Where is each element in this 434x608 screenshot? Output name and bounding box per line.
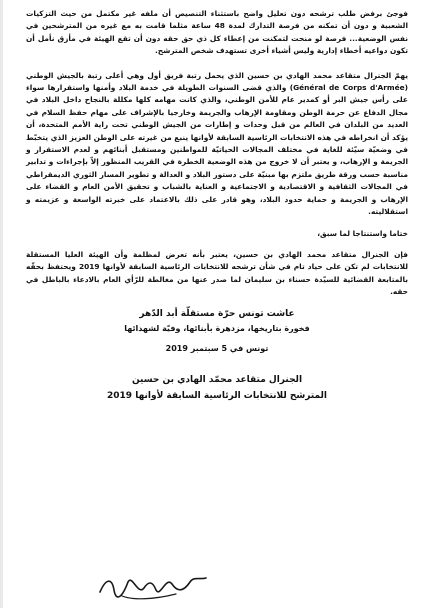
signer-name: الجنرال متقاعد محمّد الهادي بن حسين [131,374,303,385]
letter-date: تونس في 5 سبتمبر 2019 [165,343,269,353]
paragraph-candidate-profile: يهمّ الجنرال متقاعد محمد الهادي بن حسين الذي يحمل رتبة فريق أول وهي أعلى رتبة بالجيش الوطني (Général de Corps d'Armée) والذي قضى السنوات الطويلة في خدمة البلاد وأمنها واستقرارها سواء على رأس جيش البر أو كمدير عام للأمن الوطني، والذي كانت مهامه كلها مكللة بالنجاح داخل البلاد في مجال الدفاع عن حرمة الوطن ومقاومة الإرهاب والجريمة وخارجيا بالإشراف على مهام حفظ السلام في العديد من البلدان في العالم من قبل وحدات و إطارات من الجيش الوطني تحت راية الأمم المتحدة، أن يؤكد أن انخراطه في هذه الانتخابات الرئاسية السابقة لأوانها ينبع من غيرته على الوطن العزيز الذي يتخبّط في وضعيّة سيّئة للغاية في مختلف المجالات الحياتيّة للمواطنين ومستقبل أبنائهم و لعدم الاستقرار و الجريمة و الإرهاب، و يعتبر أن لا خروج من هذه الوضعية الخطرة في القريب المنظور إلاّ بإجراءات و تدابير مناسبة حسب ورقة طريق ملتزم بها مبنيّة على دستور البلاد و العدالة و تطوير المسار الثوري الديمقراطي في المجالات الثقافية و الاقتصادية و الاجتماعية و العناية بالشباب و تحقيق الأمن العام و القضاء على الإرهاب و الجريمة و حماية حدود البلاد، وهو قادر على ذلك بالاعتماد على خبرته الواسعة و عزيمته و استقلاليته. [26,70,408,217]
closing-line-1: عاشت تونس حرّة مستقلّة أبد الدّهر [139,308,295,319]
closing-line-2: فخورة بتاريخها، مزدهرة بأبنائها، وفيّة لشهدائها [124,323,310,333]
letter-body [26,8,408,336]
signer-role: المترشح للانتخابات الرئاسية السابقة لأوانها 2019 [107,390,327,401]
paragraph-conclusion: فإن الجنرال متقاعد محمد الهادي بن حسين، يعتبر بأنه تعرض لمظلمة وأن الهيئة العليا المستقلة للانتخابات لم تكن على حياد تام في شأن ترشحه للانتخابات الرئاسية السابقة لأوانها 2019 ويحتفظ بحقّه بالمتابعة القضائية للسيّدة حسناء بن سليمان لما صدر عنها من مغالطة للرّأي العام بالادعاء بالباطل في حقه. [26,249,408,297]
paragraph-rejection: فوجئ برفض طلب ترشحه دون تعليل واضح باستثناء التنصيص أن ملفه غير مكتمل من حيث التزكيات الشعبية و دون أن تمكنه من فرصة التدارك لمدة 48 ساعة مثلما قامت به مع غيره من المترشحين في نفس الوضعية... فرصة لو منحت لتمكنت من إعطاء كل ذي حق حقه دون أن تقع الهيئة في مأزق نأمل أن تكون دواعيه أخطاء إدارية وليس أشياء أخرى تستهدف شخص المترشح. [26,9,408,56]
closing-slogan [26,306,408,336]
page-edge [0,0,3,608]
handwritten-signature-icon [92,568,212,604]
signature-block [26,342,408,404]
paragraph-conclusion-heading: ختاما واستنتاجا لما سبق، [317,228,408,238]
